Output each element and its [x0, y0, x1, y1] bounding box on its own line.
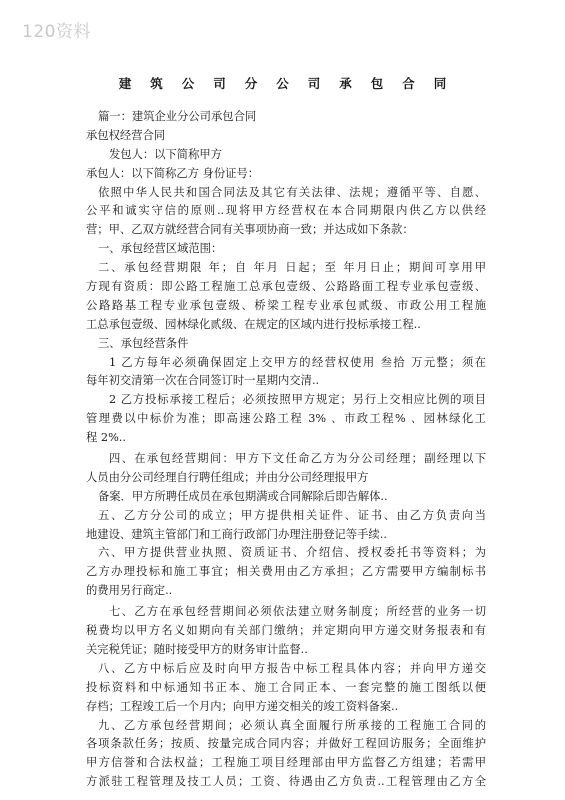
watermark: 120资料 [22, 22, 91, 42]
document-line: 各项条款任务；按质、按量完成合同内容；并做好工程回访服务；全面维护 [86, 737, 486, 751]
document-line: 1 乙方每年必须确保固定上交甲方的经营权使用 叁拾 万元整；须在 [109, 355, 486, 369]
document-line: 六、甲方提供营业执照、资质证书、介绍信、授权委托书等资料；为 [98, 546, 486, 560]
document-line: 公平和诚实守信的原则..现将甲方经营权在本合同期限内供乙方以供经 [86, 204, 486, 218]
document-line: 程 2%.. [86, 431, 126, 445]
document-line: 篇一：建筑企业分公司承包合同 [98, 110, 257, 123]
document-line: 税费均以甲方名义如期向有关部门缴纳；并定期向甲方递交财务报表和有 [86, 624, 486, 638]
document-line: 发包人：以下简称甲方 [109, 147, 222, 161]
document-line: 方派驻工程管理及技工人员；工资、待遇由乙方负责..工程管理由乙方全 [86, 775, 486, 789]
document-line: 关完税凭证；随时接受甲方的财务审计监督.. [86, 642, 308, 656]
document-line: 工总承包壹级、园林绿化贰级、在规定的区域内进行投标承接工程.. [86, 317, 421, 331]
document-line: 人员由分公司经理自行聘任组成；并由分公司经理报甲方 [86, 470, 369, 484]
document-line: 八、乙方中标后应及时向甲方报告中标工程具体内容；并向甲方递交 [98, 661, 486, 675]
document-line: 每年初交清第一次在合同签订时一星期内交清.. [86, 374, 320, 388]
document-line: 管理费以中标价为准；即高速公路工程 3% 、市政工程% 、园林绿化工 [86, 412, 486, 426]
document-title: 建筑公司分公司承包合同 [118, 76, 466, 91]
document-line: 甲方信誉和合法权益；工程施工项目经理部由甲方监督乙方组建；若需甲 [86, 756, 486, 770]
document-line: 地建设、建筑主管部门和工商行政部门办理注册登记等手续.. [86, 527, 387, 541]
document-line: 三、承包经营条件 [98, 336, 189, 350]
document-line: 备案．甲方所聘任成员在承包期满或合同解除后即告解体.. [98, 489, 388, 503]
document-line: 营；甲、乙双方就经营合同有关事项协商一致；并达成如下条款： [86, 223, 414, 237]
document-line: 的费用另行商定.. [86, 584, 173, 598]
document-line: 五、乙方分公司的成立；甲方提供相关证件、证书、由乙方负责向当 [98, 508, 486, 522]
document-body [86, 108, 486, 792]
document-line: 承包权经营合同 [86, 128, 166, 142]
document-line: 乙方办理投标和施工事宜；相关费用由乙方承担；乙方需要甲方编制标书 [86, 565, 486, 579]
document-line: 方现有资质：即公路工程施工总承包壹级、公路路面工程专业承包壹级、 [86, 280, 486, 294]
document-line: 二、承包经营期限 年；自 年月 日起；至 年月日止；期间可享用甲 [98, 261, 486, 275]
document-line: 依照中华人民共和国合同法及其它有关法律、法规；遵循平等、自愿、 [98, 185, 486, 199]
document-line: 一、承包经营区域范围： [98, 242, 223, 256]
document-line: 存档；工程竣工后一个月内；向甲方递交相关的竣工资料备案.. [86, 699, 399, 713]
document-line: 七、乙方在承包经营期间必须依法建立财务制度；所经营的业务一切 [109, 605, 486, 619]
document-line: 2 乙方投标承接工程后；必须按照甲方规定；另行上交相应比例的项目 [109, 393, 486, 407]
document-line: 四、在承包经营期间：甲方下文任命乙方为分公司经理；副经理以下 [109, 452, 486, 466]
document-line: 公路路基工程专业承包壹级、桥梁工程专业承包贰级、市政公用工程施 [86, 298, 486, 312]
document-line: 九、乙方承包经营期间；必须认真全面履行所承接的工程施工合同的 [98, 718, 486, 732]
document-line: 投标资料和中标通知书正本、施工合同正本、一套完整的施工图纸以便 [86, 680, 486, 694]
document-line: 承包人：以下简称乙方 身份证号： [86, 166, 260, 180]
